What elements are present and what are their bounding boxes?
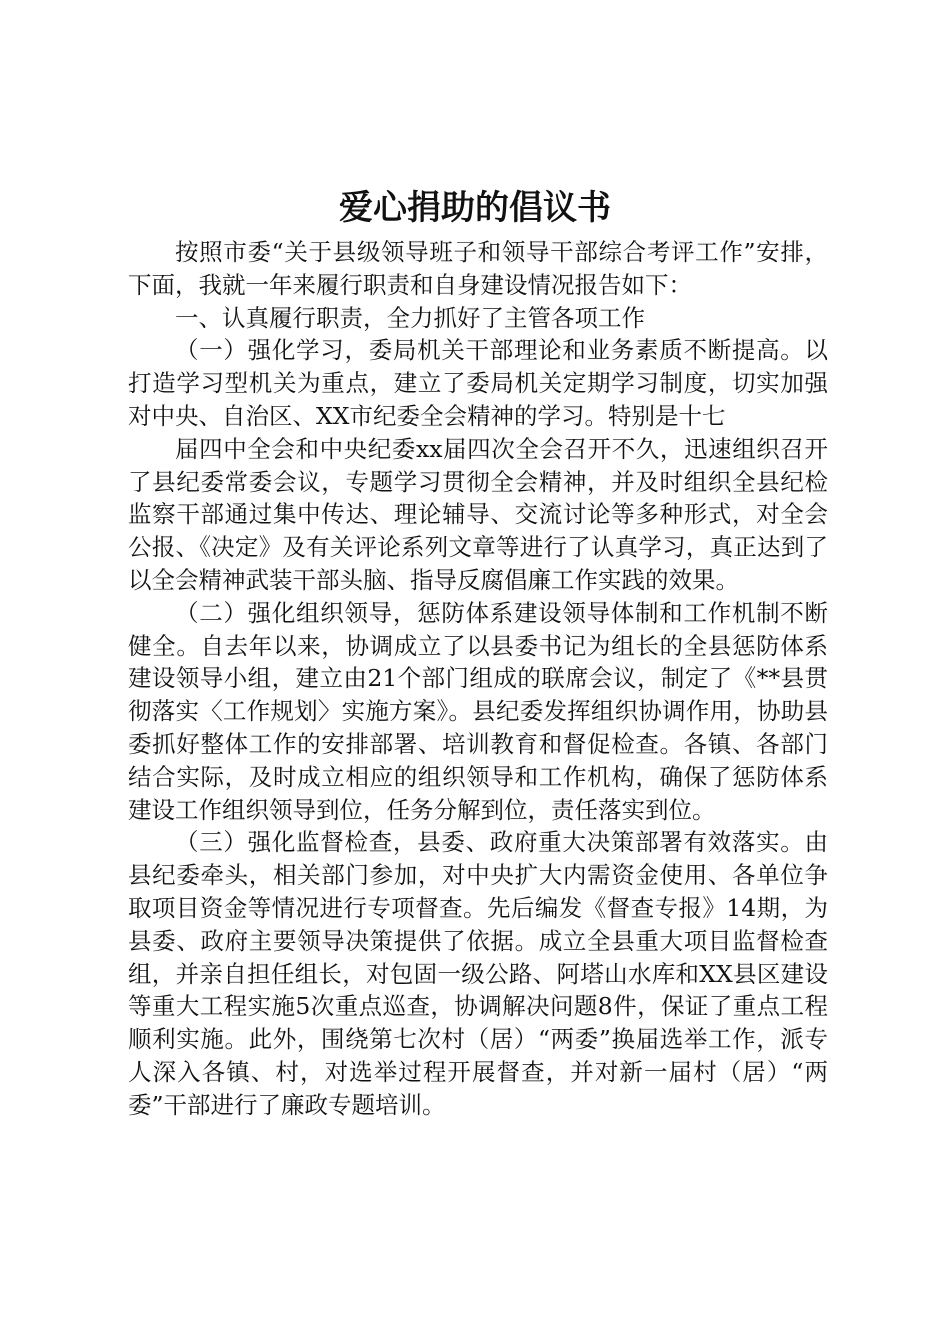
body-paragraph: （一）强化学习，委局机关干部理论和业务素质不断提高。以打造学习型机关为重点，建立了委局机关定期学习制度，切实加强对中央、自治区、XX市纪委全会精神的学习。特别是十七 (128, 336, 828, 430)
body-paragraph: 届四中全会和中央纪委xx届四次全会召开不久，迅速组织召开了县纪委常委会议，专题学习贯彻全会精神，并及时组织全县纪检监察干部通过集中传达、理论辅导、交流讨论等多种形式，对全会公报、《决定》及有关评论系列文章等进行了认真学习，真正达到了以全会精神武装干部头脑、指导反腐倡廉工作实践的效果。 (128, 434, 828, 594)
document-body (128, 236, 828, 1122)
intro-paragraph: 按照市委“关于县级领导班子和领导干部综合考评工作”安排，下面，我就一年来履行职责和自身建设情况报告如下： (128, 238, 828, 299)
document-title: 爱心捐助的倡议书 (339, 188, 611, 228)
body-paragraph: （二）强化组织领导，惩防体系建设领导体制和工作机制不断健全。自去年以来，协调成立了以县委书记为组长的全县惩防体系建设领导小组，建立由21个部门组成的联席会议，制定了《**县贯彻落实〈工作规划〉实施方案》。县纪委发挥组织协调作用，协助县委抓好整体工作的安排部署、培训教育和督促检查。各镇、各部门结合实际，及时成立相应的组织领导和工作机构，确保了惩防体系建设工作组织领导到位，任务分解到位，责任落实到位。 (128, 598, 828, 824)
body-paragraph: （三）强化监督检查，县委、政府重大决策部署有效落实。由县纪委牵头，相关部门参加，对中央扩大内需资金使用、各单位争取项目资金等情况进行专项督查。先后编发《督查专报》14期，为县委、政府主要领导决策提供了依据。成立全县重大项目监督检查组，并亲自担任组长，对包固一级公路、阿塔山水库和XX县区建设等重大工程实施5次重点巡查，协调解决问题8件，保证了重点工程顺利实施。此外，围绕第七次村（居）“两委”换届选举工作，派专人深入各镇、村，对选举过程开展督查，并对新一届村（居）“两委”干部进行了廉政专题培训。 (128, 828, 828, 1119)
section-heading: 一、认真履行职责，全力抓好了主管各项工作 (175, 303, 645, 332)
